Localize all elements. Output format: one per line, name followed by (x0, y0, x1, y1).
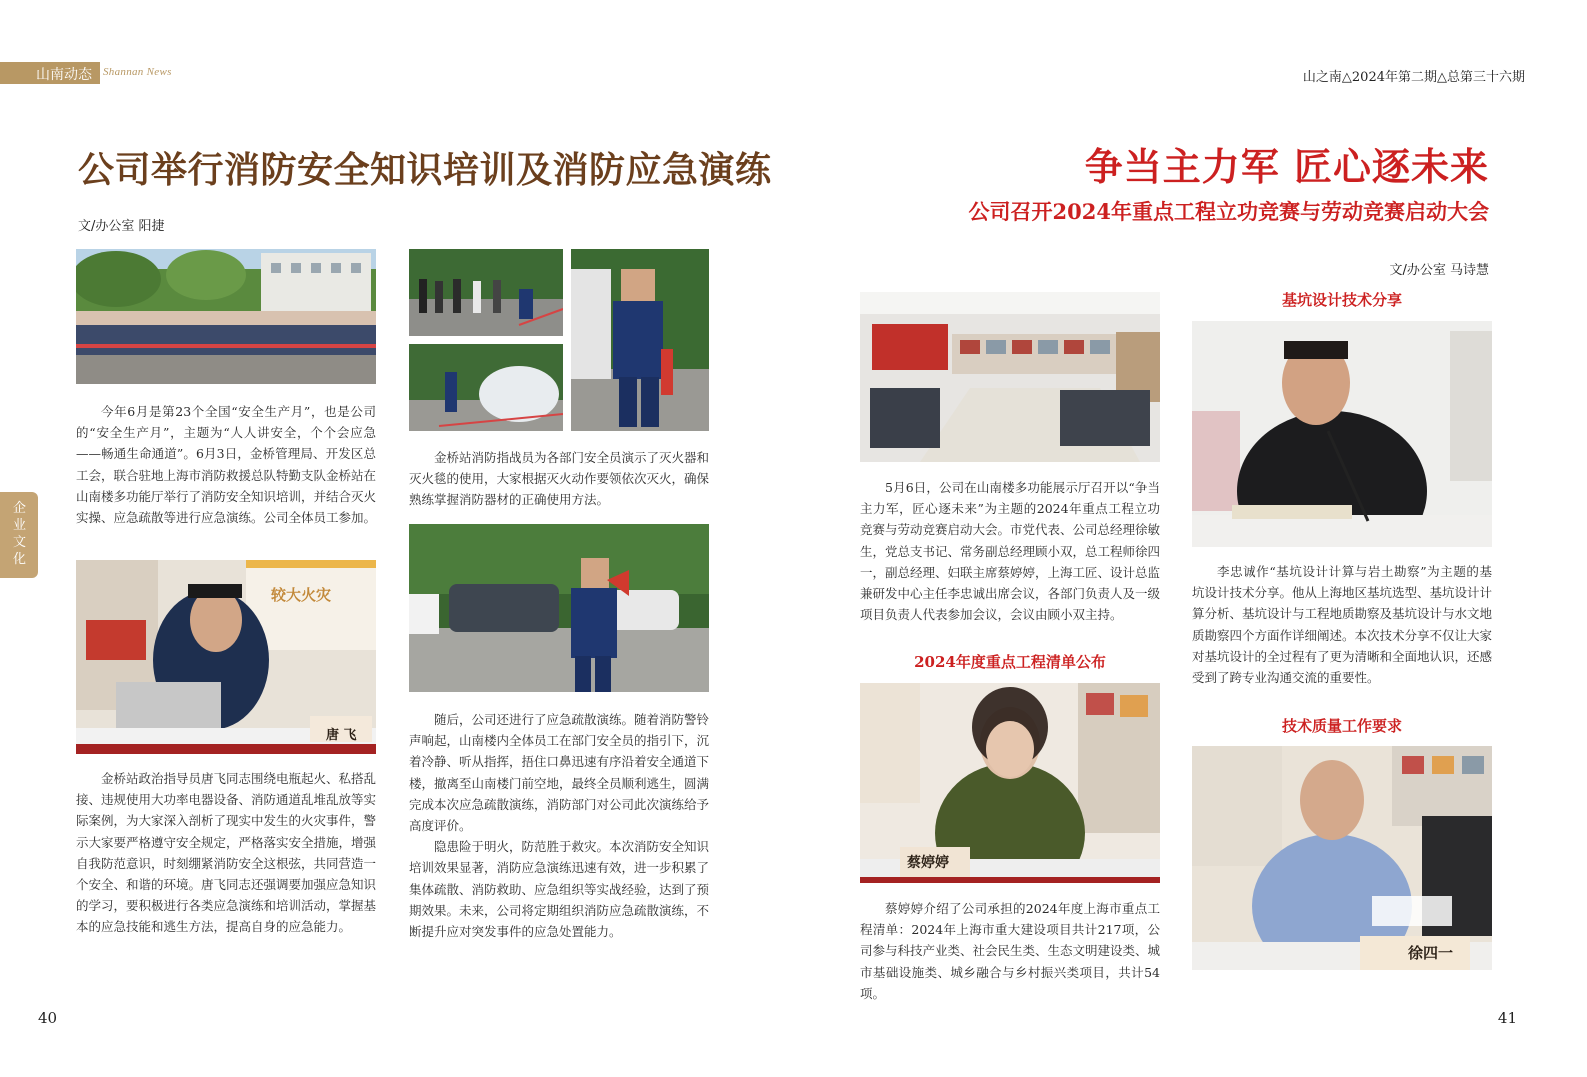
photo-megaphone-officer (409, 524, 709, 692)
left-article-drill-caption: 金桥站消防指战员为各部门安全员演示了灭火器和灭火毯的使用，大家根据灭火动作要领依次灭火，确保熟练掌握消防器材的正确使用方法。 (409, 450, 710, 508)
section-heading-foundation-pit: 基坑设计技术分享 (1281, 291, 1402, 309)
page-number-right: 41 (1497, 1009, 1517, 1027)
right-article-byline: 文/办公室 马诗慧 (1389, 263, 1489, 278)
photo-tang-fei-lecture (76, 560, 376, 754)
photo-drill-extinguisher (409, 344, 563, 431)
right-article-subtitle: 公司召开2024年重点工程立功竞赛与劳动竞赛启动大会 (968, 199, 1489, 224)
left-article-para1: 今年6月是第23个全国“安全生产月”，也是公司的“安全生产月”，主题为“人人讲安全，个个会应急——畅通生命通道”。6月3日，金桥管理局、开发区总工会，联合驻地上海市消防救援总队特勤支队金桥站在山南楼多功能厅举行了消防安全知识培训，并结合灭火实操、应急疏散等进行应急演练。公司全体员工参加。 (76, 404, 377, 526)
photo-cai-tingting (860, 683, 1160, 883)
photo-screen-text: 较大火灾 (271, 586, 332, 604)
section-tab-label: 山南动态 (36, 67, 92, 83)
left-article-body-2: 随后，公司还进行了应急疏散演练。随着消防警铃声响起，山南楼内全体员工在部门安全员的指引下，沉着冷静、听从指挥，捂住口鼻迅速有序沿着安全通道下楼，撤离至山南楼门前空地，最终全员顺利逃生，圆满完成本次应急疏散演练，消防部门对公司此次演练给予高度评价。 隐患险于明火，防范胜于救灾。本次消防安全知识培训效果显著，消防应急演练迅速有效，进一步积累了集体疏散、消防救助、应急组织等实战经验，达到了预期效果。未来，公司将定期组织消防应急疏散演练，不断提升应对突发事件的应急处置能力。 (409, 712, 710, 940)
photo-name-plate-xu: 徐四一 (1408, 944, 1454, 962)
left-article-title: 公司举行消防安全知识培训及消防应急演练 (78, 149, 772, 191)
left-article-para2: 金桥站政治指导员唐飞同志围绕电瓶起火、私搭乱接、违规使用大功率电器设备、消防通道乱堆乱放等实际案例，为大家深入剖析了现实中发生的火灾事件，警示大家要严格遵守安全规定，严格落实安全措施，增强自我防范意识，时刻绷紧消防安全这根弦，共同营造一个安全、和谐的环境。唐飞同志还强调要加强应急知识的学习，要积极进行各类应急演练和培训活动，掌握基本的应急技能和逃生方法，提高自身的应急能力。 (76, 771, 377, 935)
side-category-tab (0, 492, 38, 578)
photo-drill-queue (409, 249, 563, 336)
page-number-left: 40 (38, 1009, 58, 1027)
section-tab-english: Shannan News (103, 66, 172, 78)
right-article-para2: 蔡婷婷介绍了公司承担的2024年度上海市重点工程清单：2024年上海市重大建设项目共计217项，公司参与科技产业类、社会民生类、生态文明建设类、城市基础设施类、城乡融合与乡村振兴类项目，共计54项。 (860, 901, 1161, 1001)
photo-firefighter-demo (571, 249, 709, 431)
section-tab (0, 62, 100, 84)
photo-name-plate: 唐 飞 (326, 728, 357, 743)
photo-group-staff (76, 249, 376, 384)
section-heading-project-list: 2024年度重点工程清单公布 (914, 653, 1106, 671)
photo-name-plate-cai: 蔡婷婷 (907, 855, 949, 871)
issue-info: 山之南△2024年第二期△总第三十六期 (1302, 70, 1525, 85)
photo-li-zhongcheng (1192, 321, 1492, 547)
photo-meeting-room (860, 292, 1160, 462)
photo-xu-siyi (1192, 746, 1492, 970)
left-article-byline: 文/办公室 阳捷 (78, 219, 165, 234)
section-heading-quality: 技术质量工作要求 (1281, 717, 1402, 735)
side-category-label: 企业文化 (13, 501, 27, 567)
right-article-title: 争当主力军 匠心逐未来 (1084, 144, 1489, 189)
right-article-para3: 李忠诚作“基坑设计计算与岩土勘察”为主题的基坑设计技术分享。他从上海地区基坑选型、基坑设计计算分析、基坑设计与工程地质勘察及基坑设计与水文地质勘察四个方面作详细阐述。本次技术分享不仅让大家对基坑设计的全过程有了更为清晰和全面地认识，还感受到了跨专业沟通交流的重要性。 (1192, 564, 1493, 686)
right-article-para1: 5月6日，公司在山南楼多功能展示厅召开以“争当主力军，匠心逐未来”为主题的2024年重点工程立功竞赛与劳动竞赛启动大会。市党代表、公司总经理徐敏生，党总支书记、常务副总经理顾小双，总工程师徐四一，副总经理、妇联主席蔡婷婷，上海工匠、设计总监兼研发中心主任李忠诚出席会议，各部门负责人及一级项目负责人代表参加会议，会议由顾小双主持。 (860, 480, 1161, 623)
